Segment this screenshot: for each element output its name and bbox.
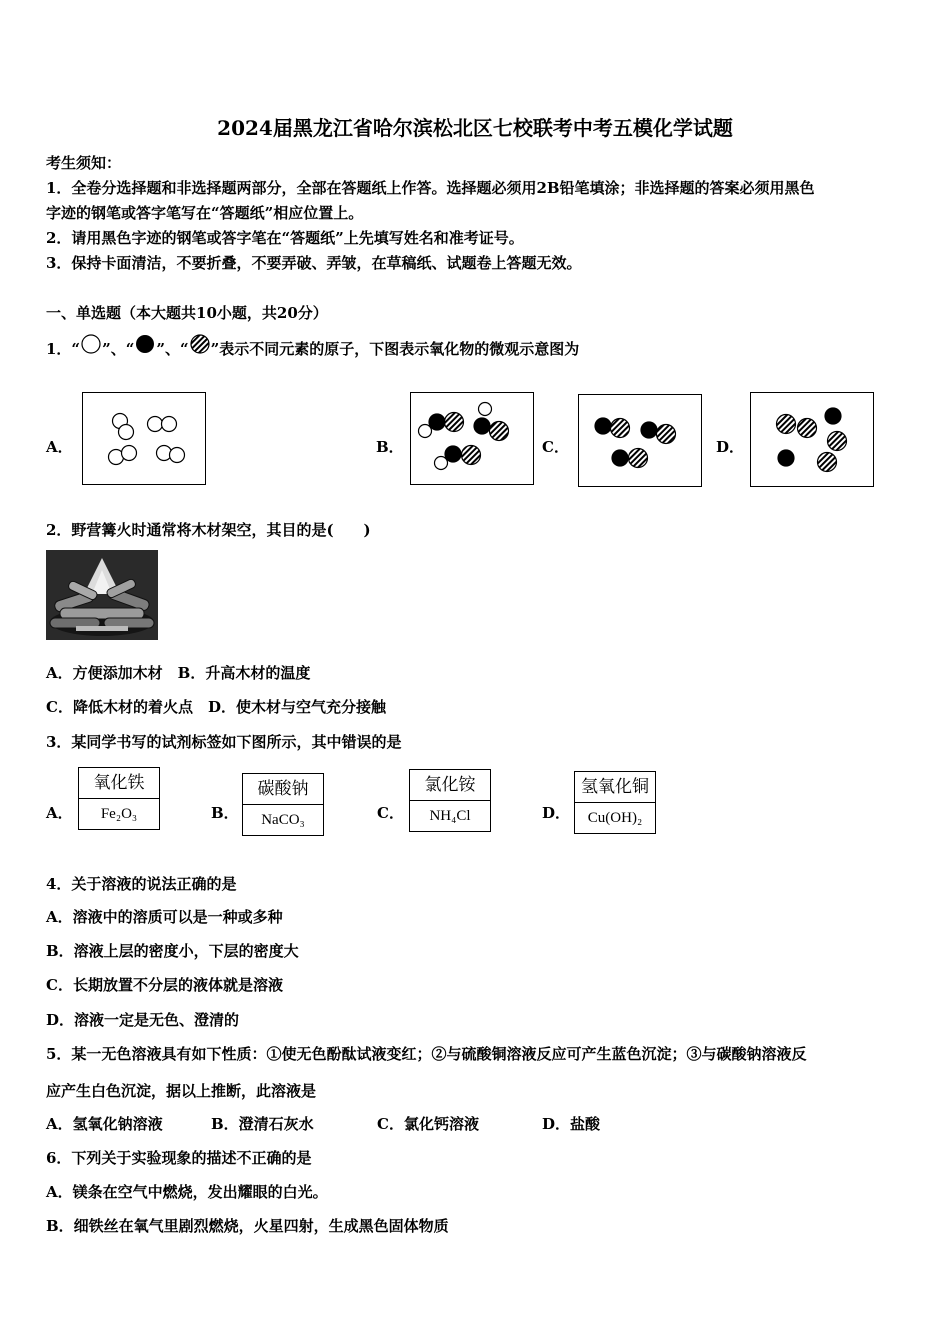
q4-stem: 4．关于溶液的说法正确的是 <box>46 875 237 893</box>
q5-option-b: B．澄清石灰水 <box>211 1115 314 1133</box>
q1-prefix: 1．“ <box>46 340 81 358</box>
q3-option-a-label: A． <box>46 804 73 822</box>
notice-heading: 考生须知： <box>46 154 122 172</box>
q2-options-row-1: A．方便添加木材 B．升高木材的温度 <box>46 664 311 682</box>
q1-option-b-label: B． <box>376 438 404 456</box>
q3-reagent-label-b[interactable] <box>242 773 324 836</box>
q4-option-a: A．溶液中的溶质可以是一种或多种 <box>46 908 283 926</box>
section-heading: 一、单选题（本大题共10小题，共20分） <box>46 304 328 322</box>
q3-option-c-label: C． <box>377 804 404 822</box>
q5-option-c: C．氯化钙溶液 <box>377 1115 479 1133</box>
white-atom-icon <box>80 333 102 355</box>
molecule-diagram-b <box>411 393 533 484</box>
reagent-name: 碳酸钠 <box>243 774 323 805</box>
q5-option-d: D．盐酸 <box>542 1115 601 1133</box>
q1-option-d-diagram[interactable] <box>750 392 874 487</box>
q6-option-b: B．细铁丝在氧气里剧烈燃烧，火星四射，生成黑色固体物质 <box>46 1217 449 1235</box>
q3-option-d-label: D． <box>542 804 571 822</box>
q5-stem: 5．某一无色溶液具有如下性质：①使无色酚酞试液变红；②与硫酸铜溶液反应可产生蓝色沉淀；③与碳酸钠溶液反 <box>46 1045 807 1063</box>
reagent-name: 氧化铁 <box>79 768 159 799</box>
q3-reagent-label-a[interactable] <box>78 767 160 830</box>
q4-option-c: C．长期放置不分层的液体就是溶液 <box>46 976 283 994</box>
q3-reagent-label-c[interactable] <box>409 769 491 832</box>
q6-option-a: A．镁条在空气中燃烧，发出耀眼的白光。 <box>46 1183 328 1201</box>
reagent-formula: Fe₂O₃ <box>100 806 138 822</box>
molecule-diagram-c <box>579 395 701 486</box>
q6-stem: 6．下列关于实验现象的描述不正确的是 <box>46 1149 312 1167</box>
q2-stem: 2．野营篝火时通常将木材架空，其目的是( ) <box>46 521 371 539</box>
campfire-image <box>46 550 158 640</box>
q1-sep-2: ”、“ <box>156 340 189 358</box>
q4-option-b: B．溶液上层的密度小，下层的密度大 <box>46 942 299 960</box>
reagent-name: 氢氧化铜 <box>575 772 655 803</box>
q5-stem-cont: 应产生白色沉淀，据以上推断，此溶液是 <box>46 1082 317 1100</box>
q3-option-b-label: B． <box>211 804 239 822</box>
q1-option-a-label: A． <box>46 438 73 456</box>
black-atom-icon <box>134 333 156 355</box>
q1-option-b-diagram[interactable] <box>410 392 534 485</box>
q1-option-c-label: C． <box>542 438 569 456</box>
page-title: 2024届黑龙江省哈尔滨松北区七校联考中考五模化学试题 <box>217 116 733 140</box>
molecule-diagram-a <box>83 393 205 484</box>
q1-option-c-diagram[interactable] <box>578 394 702 487</box>
notice-item-3: 3．保持卡面清洁，不要折叠，不要弄破、弄皱，在草稿纸、试题卷上答题无效。 <box>46 254 582 272</box>
q3-reagent-label-d[interactable] <box>574 771 656 834</box>
reagent-formula: NaCO₃ <box>261 812 305 828</box>
notice-item-2: 2．请用黑色字迹的钢笔或答字笔在“答题纸”上先填写姓名和准考证号。 <box>46 229 524 247</box>
hatched-atom-icon <box>189 333 211 355</box>
notice-item-1: 1．全卷分选择题和非选择题两部分，全部在答题纸上作答。选择题必须用2B铅笔填涂；非选择题的答案必须用黑色 <box>46 179 815 197</box>
q5-option-a: A．氢氧化钠溶液 <box>46 1115 163 1133</box>
q1-sep-1: ”、“ <box>102 340 135 358</box>
reagent-name: 氯化铵 <box>410 770 490 801</box>
q3-stem: 3．某同学书写的试剂标签如下图所示，其中错误的是 <box>46 733 402 751</box>
q1-suffix: ”表示不同元素的原子，下图表示氧化物的微观示意图为 <box>210 340 580 358</box>
notice-item-1-cont: 字迹的钢笔或答字笔写在“答题纸”相应位置上。 <box>46 204 364 222</box>
q1-option-d-label: D． <box>716 438 745 456</box>
reagent-formula: Cu(OH)₂ <box>587 810 643 826</box>
q1-stem <box>46 338 579 359</box>
q4-option-d: D．溶液一定是无色、澄清的 <box>46 1011 240 1029</box>
molecule-diagram-d <box>751 393 873 486</box>
reagent-formula: NH₄Cl <box>429 808 471 824</box>
q1-option-a-diagram[interactable] <box>82 392 206 485</box>
q2-options-row-2: C．降低木材的着火点 D．使木材与空气充分接触 <box>46 698 386 716</box>
